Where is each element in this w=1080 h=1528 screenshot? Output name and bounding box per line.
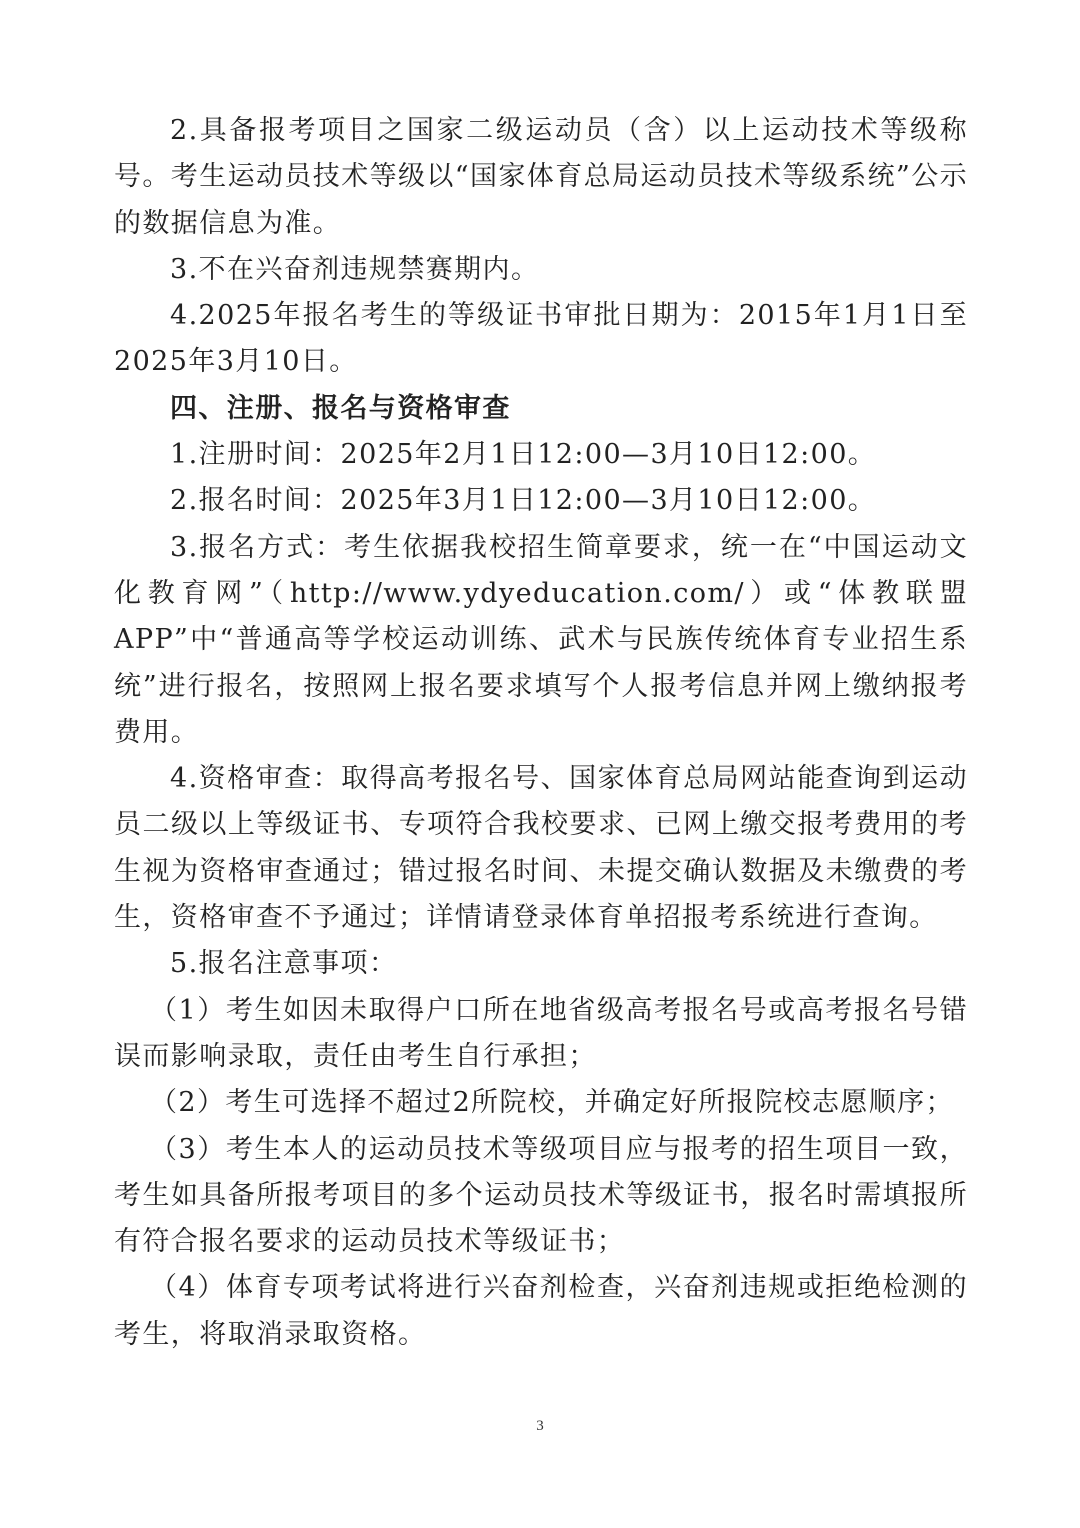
application-time-paragraph: 2.报名时间：2025年3月1日12:00—3月10日12:00。 xyxy=(170,485,877,517)
application-notes-heading: 5.报名注意事项： xyxy=(170,948,398,980)
qualification-review-paragraph: 4.资格审查：取得高考报名号、国家体育总局网站能查询到运动员二级以上等级证书、专项符合我校要求、已网上缴交报考费用的考生视为资格审查通过；错过报名时间、未提交确认数据及未缴费的考生，资格审查不予通过；详情请登录体育单招报考系统进行查询。 xyxy=(114,763,968,934)
requirement-4-paragraph: 4.2025年报名考生的等级证书审批日期为：2015年1月1日至2025年3月10日。 xyxy=(114,300,968,378)
page-number: 3 xyxy=(536,1418,544,1434)
registration-time-paragraph: 1.注册时间：2025年2月1日12:00—3月10日12:00。 xyxy=(170,439,877,471)
requirement-3-paragraph: 3.不在兴奋剂违规禁赛期内。 xyxy=(170,253,540,285)
note-2-paragraph: （2）考生可选择不超过2所院校，并确定好所报院校志愿顺序； xyxy=(150,1087,954,1119)
note-4-paragraph: （4）体育专项考试将进行兴奋剂检查，兴奋剂违规或拒绝检测的考生，将取消录取资格。 xyxy=(114,1272,968,1350)
requirement-2-paragraph: 2.具备报考项目之国家二级运动员（含）以上运动技术等级称号。考生运动员技术等级以“国家体育总局运动员技术等级系统”公示的数据信息为准。 xyxy=(114,115,969,239)
note-3-paragraph: （3）考生本人的运动员技术等级项目应与报考的招生项目一致，考生如具备所报考项目的多个运动员技术等级证书，报名时需填报所有符合报名要求的运动员技术等级证书； xyxy=(114,1133,968,1258)
application-method-paragraph: 3.报名方式：考生依据我校招生简章要求，统一在“中国运动文化教育网”（http://www.ydyeducation.com/）或“体教联盟APP”中“普通高等学校运动训练、武术与民族传统体育专业招生系统”进行报名，按照网上报名要求填写个人报考信息并网上缴纳报考费用。 xyxy=(114,531,968,748)
section-heading: 四、注册、报名与资格审查 xyxy=(170,392,511,424)
note-1-paragraph: （1）考生如因未取得户口所在地省级高考报名号或高考报名号错误而影响录取，责任由考生自行承担； xyxy=(114,994,968,1072)
document-body xyxy=(114,108,968,1358)
